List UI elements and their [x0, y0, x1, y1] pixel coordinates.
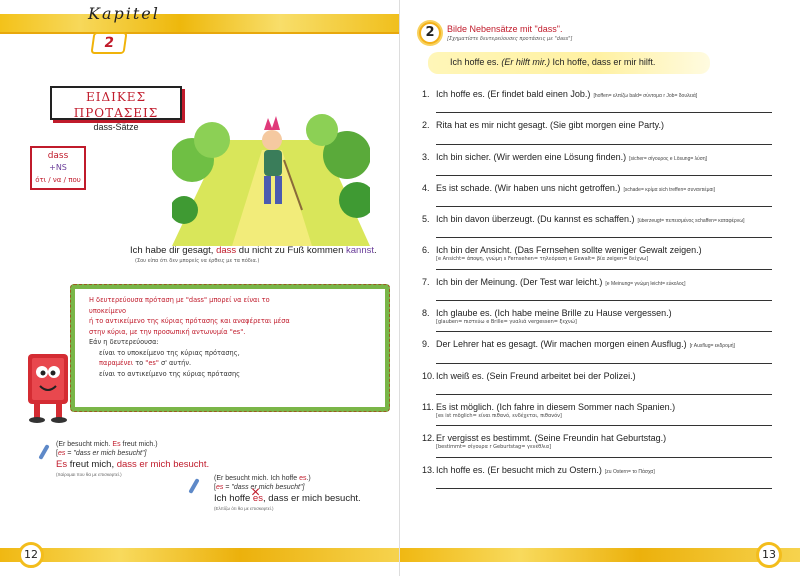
rule-text: . — [243, 327, 246, 336]
exercise-item — [422, 180, 782, 211]
dass-formula-greek: ότι / να / που — [35, 176, 81, 184]
example-text: [ — [214, 484, 216, 491]
answer-line[interactable] — [436, 331, 772, 332]
exercise-text — [436, 402, 678, 412]
exercise-item — [422, 86, 782, 117]
example-text: (Er hilft mir.) — [501, 57, 551, 67]
example-text: = "dass er mich besucht"] — [65, 450, 147, 457]
example-text: Es — [56, 459, 68, 470]
example-text: , dass er mich besucht. — [262, 493, 361, 504]
exercise-sentence: Es ist schade. (Wir haben uns nicht getroffen.) — [436, 182, 621, 193]
exercise-item — [422, 211, 782, 242]
example-text: [ — [56, 450, 58, 457]
exercise-number: 5. — [422, 214, 430, 225]
rule-text: σ' αυτήν. — [158, 359, 192, 367]
exercise-list — [422, 86, 782, 493]
dass-formula-word: dass — [47, 151, 69, 161]
dass-formula-ns: +NS — [49, 163, 67, 172]
exercise-number: 8. — [422, 308, 430, 319]
caption-dass: dass — [216, 245, 237, 256]
example-text: es — [215, 484, 224, 491]
right-page — [400, 0, 800, 576]
example-text: (Er besucht mich. Ich hoffe — [214, 475, 300, 482]
book-character-illustration — [20, 346, 76, 424]
exercise-vocab: [sicher= σίγουρος e Lösung= λύση] — [629, 155, 708, 162]
exercise-text — [436, 183, 715, 193]
task-title: Bilde Nebensätze mit "dass". — [447, 24, 563, 34]
answer-line[interactable] — [436, 488, 772, 489]
example-text: Ich hoffe es. — [450, 57, 502, 67]
example-text: .) — [306, 475, 311, 482]
section-title: ΕΙΔΙΚΕΣ ΠΡΟΤΑΣΕΙΣ — [73, 90, 159, 120]
exercise-vocab: [schade= κρίμα sich treffen= συναντιέμαι] — [623, 186, 715, 193]
rule-text: ή το αντικείμενο της κύριας πρότασης και αναφέρεται μέσα — [89, 317, 290, 325]
example-text: freut mich.) — [120, 441, 158, 448]
rule-text: είναι το αντικείμενο της κύριας πρότασης — [99, 369, 241, 378]
exercise-item — [422, 368, 782, 399]
example-text: dass er mich besucht. — [116, 459, 210, 470]
exercise-sentence: Ich hoffe es. (Er besucht mich zu Ostern.) — [436, 464, 602, 475]
rule-text: στην κύρια, με την προσωπική αντωνυμία — [89, 327, 230, 336]
exercise-item — [422, 274, 782, 305]
answer-line[interactable] — [436, 269, 772, 270]
exercise-text — [436, 120, 667, 130]
example-object — [190, 474, 390, 513]
example-text: = "dass er mich besucht"] — [223, 484, 305, 491]
exercise-text — [436, 277, 685, 287]
exercise-sentence: Ich bin davon überzeugt. (Du kannst es schaffen.) — [436, 214, 635, 225]
answer-line[interactable] — [436, 363, 772, 364]
exercise-vocab-line: [es ist möglich= είναι πιθανό, ενδέχεται, πιθανόν] — [436, 412, 562, 419]
exercise-sentence: Er vergisst es bestimmt. (Seine Freundin hat Geburtstag.) — [436, 433, 667, 444]
example-text: es — [299, 475, 307, 482]
exercise-vocab-line: [e Ansicht= άποψη, γνώμη s Fernsehen= τηλεόραση e Gewalt= βία zeigen= δείχνω] — [436, 256, 649, 263]
exercise-sentence: Der Lehrer hat es gesagt. (Wir machen morgen einen Ausflug.) — [436, 339, 687, 350]
rule-text: είναι το υποκείμενο της κύριας πρότασης, — [99, 348, 240, 357]
task-subtitle: [Σχηματίστε δευτερεύουσες προτάσεις με "dass"] — [447, 36, 573, 42]
rule-text: παραμένει — [99, 359, 134, 367]
exercise-item — [422, 242, 782, 273]
exercise-number: 1. — [422, 89, 430, 99]
exercise-text — [436, 433, 669, 443]
page-number-left: 12 — [18, 542, 44, 568]
exercise-number: 6. — [422, 245, 430, 256]
rule-text: μπορεί να είναι το — [207, 296, 270, 304]
answer-line[interactable] — [436, 112, 772, 113]
exercise-sentence: Ich weiß es. (Sein Freund arbeitet bei der Polizei.) — [436, 370, 636, 381]
exercise-number: 9. — [422, 339, 430, 350]
exercise-text — [436, 371, 639, 381]
exercise-item — [422, 149, 782, 180]
rule-text: "dass" — [185, 296, 208, 304]
rule-text: "es" — [145, 359, 159, 367]
answer-line[interactable] — [436, 175, 772, 176]
exercise-text — [436, 152, 707, 162]
task-example — [450, 57, 655, 67]
exercise-text — [436, 89, 697, 99]
exercise-vocab-line: [bestimmt= σίγουρα r Geburtstag= γενέθλια] — [436, 444, 552, 451]
exercise-sentence: Ich bin der Meinung. (Der Test war leicht.) — [436, 276, 603, 287]
exercise-vocab: [r Ausflug= εκδρομή] — [689, 343, 735, 350]
exercise-vocab: [überzeugt= πεπεισμένος schaffen= καταφέρνω] — [637, 218, 745, 225]
exercise-vocab: [hoffen= ελπίζω bald= σύντομα r Job= δουλειά] — [593, 93, 698, 99]
rule-text: Η δευτερεύουσα πρόταση με — [89, 296, 186, 304]
bottom-banner — [0, 548, 400, 562]
answer-line[interactable] — [436, 144, 772, 145]
exercise-sentence: Ich bin sicher. (Wir werden eine Lösung finden.) — [436, 151, 627, 162]
exercise-number: 7. — [422, 276, 430, 287]
chapter-number: 2 — [90, 32, 127, 54]
answer-line[interactable] — [436, 300, 772, 301]
example-text: es — [57, 450, 66, 457]
exercise-number: 2. — [422, 120, 430, 131]
example-greek: (Χαίρομαι που θα με επισκεφτεί.) — [56, 472, 122, 477]
example-text: freut mich, — [67, 459, 117, 470]
example-text: (Er besucht mich. — [56, 441, 113, 448]
section-title-box — [50, 86, 182, 132]
exercise-number: 13. — [422, 464, 435, 475]
rule-text: το — [133, 359, 146, 367]
exercise-item — [422, 305, 782, 336]
exercise-text — [436, 465, 655, 475]
exercise-sentence: Ich glaube es. (Ich habe meine Brille zu Hause vergessen.) — [436, 308, 672, 319]
exercise-number: 4. — [422, 182, 430, 193]
exercise-number: 11. — [422, 401, 434, 412]
bottom-banner — [400, 548, 800, 562]
rule-text: "es" — [229, 327, 244, 336]
page-number-right: 13 — [756, 542, 782, 568]
illustration-caption — [130, 245, 377, 256]
exercise-vocab-line: [glauben= πιστεύω e Brille= γυαλιά vergessen= ξεχνώ] — [436, 319, 577, 326]
pen-icon — [38, 444, 49, 460]
grammar-rule-frame — [70, 284, 390, 412]
answer-line[interactable] — [436, 206, 772, 207]
exercise-sentence: Es ist möglich. (Ich fahre in diesem Sommer nach Spanien.) — [436, 401, 676, 412]
example-text-crossed: es × — [253, 492, 263, 505]
caption-part: . — [374, 245, 377, 256]
exercise-number: 10. — [422, 370, 435, 381]
dass-formula-box — [30, 146, 86, 190]
exercise-sentence: Ich bin der Ansicht. (Das Fernsehen sollte weniger Gewalt zeigen.) — [436, 245, 702, 256]
example-greek: (Ελπίζω ότι θα με επισκεφτεί.) — [214, 506, 274, 511]
exercise-sentence: Rita hat es mir nicht gesagt. (Sie gibt morgen eine Party.) — [436, 120, 664, 131]
exercise-text — [436, 339, 735, 349]
exercise-item — [422, 430, 782, 461]
example-text: Ich hoffe — [214, 493, 253, 504]
example-text: Ich hoffe, dass er mir hilft. — [550, 57, 656, 67]
rule-text: υποκείμενο — [89, 306, 126, 315]
caption-part: Ich habe dir gesagt, — [130, 245, 217, 256]
exercise-text — [436, 245, 705, 255]
illustration-caption-greek: (Σου είπα ότι δεν μπορείς να έρθεις με τα πόδια.) — [135, 258, 260, 264]
exercise-number: 3. — [422, 151, 430, 162]
exercise-item — [422, 117, 782, 148]
section-subtitle: dass-Sätze — [93, 122, 139, 132]
chapter-label: Kapitel — [88, 4, 160, 23]
exercise-vocab: [e Meinung= γνώμη leicht= εύκολος] — [605, 280, 686, 287]
exercise-text — [436, 214, 745, 224]
exercise-vocab: [zu Ostern= το Πάσχα] — [604, 468, 655, 475]
exercise-number: 12. — [422, 433, 435, 444]
caption-kannst: kannst — [346, 245, 374, 256]
exercise-item — [422, 462, 782, 493]
illustration-walking-boy — [172, 100, 370, 246]
top-banner — [0, 14, 400, 34]
caption-part: du nicht zu Fuß kommen — [236, 245, 346, 256]
answer-line[interactable] — [436, 394, 772, 395]
answer-line[interactable] — [436, 237, 772, 238]
exercise-sentence: Ich hoffe es. (Er findet bald einen Job.) — [436, 89, 591, 99]
answer-line[interactable] — [436, 425, 772, 426]
exercise-text — [436, 308, 675, 318]
grammar-rule-text — [89, 295, 385, 379]
example-text: Es — [112, 441, 121, 448]
pen-icon — [188, 478, 199, 494]
answer-line[interactable] — [436, 457, 772, 458]
rule-text: Εάν η δευτερεύουσα: — [89, 338, 159, 346]
exercise-item — [422, 336, 782, 367]
exercise-item — [422, 399, 782, 430]
task-number: 2 — [419, 22, 441, 44]
